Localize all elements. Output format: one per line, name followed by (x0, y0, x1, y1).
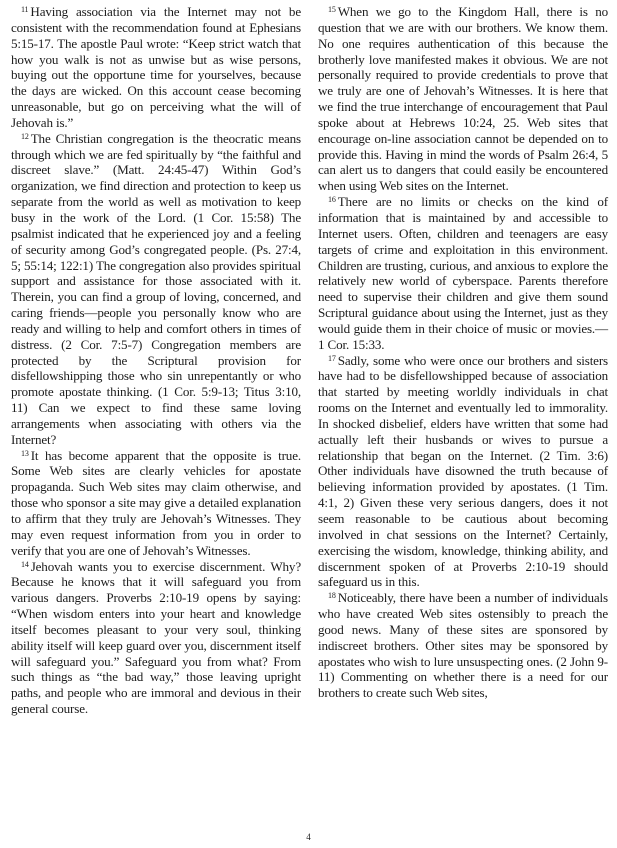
paragraph-number: 15 (328, 5, 336, 14)
paragraph-17 (318, 353, 608, 591)
paragraph-11 (11, 4, 301, 131)
paragraph-number: 13 (21, 448, 29, 458)
paragraph-number: 16 (328, 195, 336, 205)
paragraph-text: Sadly, some who were once our brothers and sisters have had to be disfellowshipped because of association that started by meeting worldly individuals in chat rooms on the Internet and eventually led to immorality. In shocked disbelief, elders have written that some had actually left their husbands or wives to pursue a relationship that began on the Internet. (2 Tim. 3:6) Other individuals have disowned the truth because of believing information provided by apostates. (1 Tim. 4:1, 2) Given these very serious dangers, does it not seem reasonable to be cautious about becoming involved in chat sessions on the Internet? Certainly, exercising the wisdom, knowledge, thinking ability, and discernment spoken of at Proverbs 2:10-19 should safeguard us in this. (318, 352, 608, 590)
paragraph-number: 17 (328, 353, 336, 363)
paragraph-13 (11, 448, 301, 559)
paragraph-text: Noticeably, there have been a number of individuals who have created Web sites ostensibly to preach the good news. Many of these sites are sponsored by indiscreet brothers. Other sites may be sponsored by apostates who wish to lure unsuspecting ones. (2 John 9-11) Commenting on whether there is a need for our brothers to create such Web sites, (318, 590, 608, 701)
paragraph-15 (318, 4, 608, 194)
paragraph-text: The Christian congregation is the theocratic means through which we are fed spiritually by “the faithful and discreet slave.” (Matt. 24:45-47) Within God’s organization, we find direction and protection to keep us separate from the world as well as motivation to keep busy in the work of the Lord. (1 Cor. 15:58) The psalmist indicated that he experienced joy and a feeling of security among God’s congregated people. (Ps. 27:4, 5; 55:14; 122:1) The congregation also provides spiritual support and assistance for those associated with it. Therein, you can find a group of loving, concerned, and caring friends—people you personally know who are ready and willing to help and comfort others in times of distress. (2 Cor. 7:5-7) Congregation members are protected by the Scriptural provision for disfellowshipping those who sin unrepentantly or who promote apostate thinking. (1 Cor. 5:9-13; Titus 3:10, 11) Can we expect to find these same loving arrangements when associating with others via the Internet? (11, 130, 301, 447)
paragraph-number: 18 (328, 591, 336, 601)
page-number: 4 (306, 832, 311, 842)
paragraph-number: 14 (21, 559, 29, 569)
paragraph-14 (11, 559, 301, 717)
paragraph-18 (318, 590, 608, 701)
left-column (11, 4, 301, 717)
paragraph-number: 11 (21, 5, 29, 14)
paragraph-text: Having association via the Internet may not be consistent with the recommendation found at Ephesians 5:15-17. The apostle Paul wrote: “Keep strict watch that how you walk is not as unwise but as wise persons, buying out the opportune time for yourselves, because the days are wicked. On this account cease becoming unreasonable, but go on perceiving what the will of Jehovah is.” (11, 4, 301, 130)
paragraph-text: Jehovah wants you to exercise discernment. Why? Because he knows that it will safeguard you from various dangers. Proverbs 2:10-19 opens by saying: “When wisdom enters into your heart and knowledge itself becomes pleasant to your very soul, thinking ability itself will keep guard over you, discernment itself will safeguard you.” Safeguard you from what? From such things as “the bad way,” those leaving upright paths, and people who are immoral and devious in their general course. (11, 558, 301, 717)
paragraph-16 (318, 194, 608, 352)
paragraph-text: When we go to the Kingdom Hall, there is no question that we are with our brothers. We know them. No one requires authentication of this because the brotherly love manifested makes it obvious. We are not personally required to provide credentials to prove that we truly are one of Jehovah’s Witnesses. It is here that we find the true interchange of encouragement that Paul spoke about at Hebrews 10:24, 25. Web sites that encourage on-line association cannot be depended on to provide this. Having in mind the words of Psalm 26:4, 5 can alert us to dangers that could easily be encountered when using Web sites on the Internet. (318, 4, 608, 194)
paragraph-text: There are no limits or checks on the kind of information that is maintained by and accessible to Internet users. Often, children and teenagers are easy targets of crime and exploitation in this environment. Children are trusting, curious, and anxious to explore the relatively new world of cyberspace. Parents therefore need to supervise their children and give them sound Scriptural guidance about using the Internet, just as they would guide them in their choice of music or movies.—1 Cor. 15:33. (318, 194, 608, 352)
paragraph-text: It has become apparent that the opposite is true. Some Web sites are clearly vehicles for apostate propaganda. Such Web sites may claim otherwise, and those who sponsor a site may give a detailed explanation to affirm that they truly are Jehovah’s Witnesses. They may even request information from you in order to verify that you are one of Jehovah’s Witnesses. (11, 447, 301, 558)
paragraph-12 (11, 131, 301, 448)
paragraph-number: 12 (21, 131, 29, 141)
right-column (318, 4, 608, 701)
